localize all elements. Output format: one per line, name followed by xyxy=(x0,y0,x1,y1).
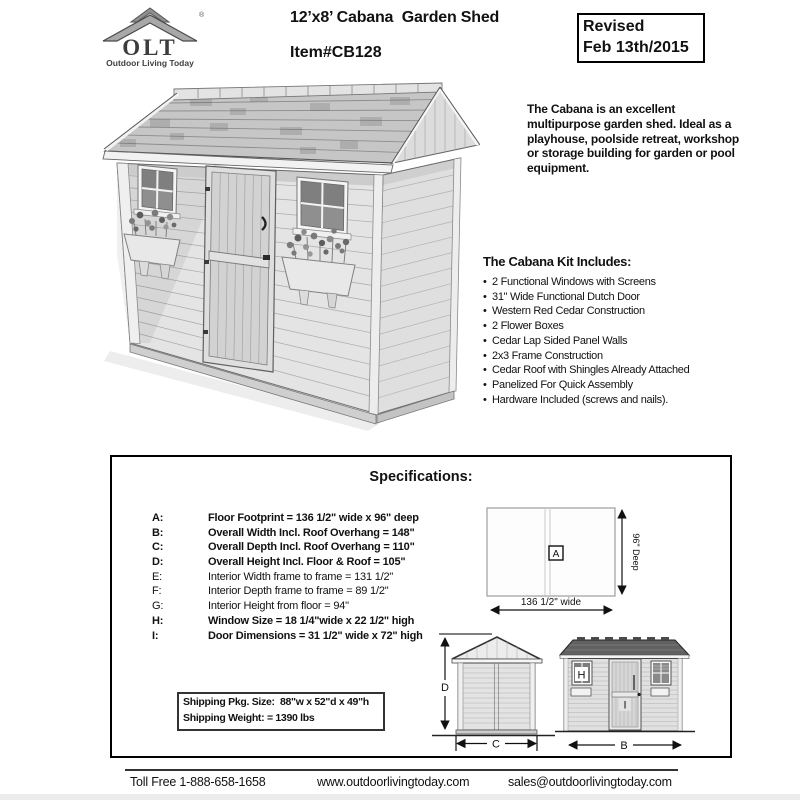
dutch-door xyxy=(203,157,276,372)
bullet-icon: • xyxy=(483,393,487,406)
kit-includes-list xyxy=(483,275,763,407)
footer-email: sales@outdoorlivingtoday.com xyxy=(508,775,672,789)
revised-label: Revised xyxy=(583,18,645,35)
bullet-icon: • xyxy=(483,290,487,303)
front-width-label: C xyxy=(492,738,500,751)
specifications-box xyxy=(110,455,732,758)
item-number: Item#CB128 xyxy=(290,44,382,61)
width-dimension-label: 136 1/2" wide xyxy=(520,597,582,608)
specifications-heading: Specifications: xyxy=(369,469,473,485)
floorplan-diagram xyxy=(483,499,653,617)
front-base xyxy=(456,730,537,734)
spec-row: H: Window Size = 18 1/4"wide x 22 1/2" high xyxy=(152,614,415,627)
side-fascia xyxy=(560,655,689,659)
bullet-icon: • xyxy=(483,305,487,318)
list-item: • 2x3 Frame Construction xyxy=(483,349,603,362)
height-dimension-label: D xyxy=(441,682,449,694)
specifications-list xyxy=(152,511,532,643)
side-flower-box-left xyxy=(571,688,591,696)
list-item: • 2 Functional Windows with Screens xyxy=(483,276,656,288)
window-size-label: H xyxy=(577,669,586,682)
registered-mark: ® xyxy=(199,12,205,19)
side-width-label: B xyxy=(620,740,628,752)
bullet-icon: • xyxy=(483,378,487,391)
side-door-mid-rail xyxy=(612,692,638,697)
page-title: 12’x8’ Cabana Garden Shed xyxy=(290,9,500,26)
list-item: • 2 Flower Boxes xyxy=(483,320,564,333)
list-item: • Western Red Cedar Construction xyxy=(483,305,645,318)
door-latch xyxy=(263,255,270,260)
shed-illustration xyxy=(60,75,480,435)
depth-dimension-label: 96" Deep xyxy=(631,533,641,571)
side-flower-box-right xyxy=(651,688,669,696)
spec-row: F: Interior Depth frame to frame = 89 1/2" xyxy=(152,585,389,598)
shipping-info-box xyxy=(177,692,385,731)
spec-row: B: Overall Width Incl. Roof Overhang = 148" xyxy=(152,526,415,539)
logo-brand: OLT xyxy=(122,35,178,60)
spec-row: C: Overall Depth Incl. Roof Overhang = 110" xyxy=(152,541,415,554)
spec-row: E: Interior Width frame to frame = 131 1/2" xyxy=(152,570,394,583)
olt-logo xyxy=(93,5,209,69)
revised-date: Feb 13th/2015 xyxy=(583,39,689,56)
bullet-icon: • xyxy=(483,364,487,377)
bullet-icon: • xyxy=(483,276,487,288)
product-description: The Cabana is an excellent multipurpose garden shed. Ideal as a playhouse, poolside retreat, workshop or storage building for garden or pool equipment. xyxy=(527,102,739,176)
bullet-icon: • xyxy=(483,349,487,362)
front-elevation-diagram xyxy=(430,628,555,754)
list-item: • Cedar Roof with Shingles Already Attached xyxy=(483,364,690,377)
front-fascia xyxy=(452,659,542,663)
side-elevation-diagram xyxy=(555,628,700,754)
footer-divider xyxy=(125,769,678,771)
list-item: • Cedar Lap Sided Panel Walls xyxy=(483,334,628,347)
page-bottom-strip xyxy=(0,794,800,800)
footer-website: www.outdoorlivingtoday.com xyxy=(317,775,470,789)
spec-row: I: Door Dimensions = 31 1/2" wide x 72" high xyxy=(152,629,423,642)
logo-tagline: Outdoor Living Today xyxy=(106,58,194,68)
revised-box xyxy=(577,13,705,63)
shed-right-wall xyxy=(377,158,460,414)
side-roof xyxy=(560,640,689,655)
spec-row: G: Interior Height from floor = 94" xyxy=(152,600,349,613)
list-item: • 31" Wide Functional Dutch Door xyxy=(483,290,640,303)
spec-row: A: Floor Footprint = 136 1/2" wide x 96" deep xyxy=(152,512,419,524)
door-size-label: I xyxy=(623,699,627,712)
shipping-weight: Shipping Weight: = 1390 lbs xyxy=(183,711,315,724)
list-item: • Hardware Included (screws and nails). xyxy=(483,393,668,406)
floorplan-area-label: A xyxy=(552,549,560,560)
list-item: • Panelized For Quick Assembly xyxy=(483,378,633,391)
spec-row: D: Overall Height Incl. Floor & Roof = 105" xyxy=(152,556,406,569)
footer-phone: Toll Free 1-888-658-1658 xyxy=(130,775,266,789)
bullet-icon: • xyxy=(483,320,487,333)
bullet-icon: • xyxy=(483,334,487,347)
kit-includes-heading: The Cabana Kit Includes: xyxy=(483,254,632,269)
shipping-size: Shipping Pkg. Size: 88"w x 52"d x 49"h xyxy=(183,696,369,708)
